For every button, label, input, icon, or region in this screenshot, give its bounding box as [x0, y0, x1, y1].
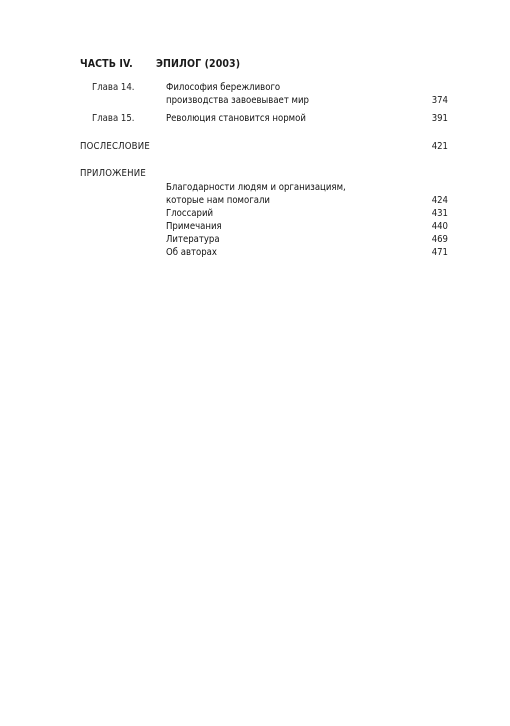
- appendix-item-line: Благодарности людям и организациям,: [166, 182, 346, 193]
- appendix-item-line: Об авторах: [166, 247, 217, 258]
- part-label: ЧАСТЬ IV.: [80, 58, 133, 70]
- chapter-title-line: производства завоевывает мир: [166, 95, 309, 106]
- chapter-page-number: 391: [431, 113, 448, 124]
- chapter-label: Глава 14.: [92, 82, 135, 93]
- part-title: ЭПИЛОГ (2003): [156, 58, 241, 70]
- appendix-page-number: 469: [431, 234, 448, 245]
- chapter-page-number: 374: [431, 95, 448, 106]
- appendix-item-line: Примечания: [166, 221, 222, 232]
- appendix-page-number: 440: [431, 221, 448, 232]
- appendix-item-line: которые нам помогали: [166, 195, 270, 206]
- chapter-title-line: Революция становится нормой: [166, 113, 306, 124]
- appendix-item-line: Литература: [166, 234, 220, 245]
- afterword-page-number: 421: [431, 141, 448, 152]
- appendix-page-number: 424: [431, 195, 448, 206]
- appendix-page-number: 471: [431, 247, 448, 258]
- appendix-page-number: 431: [431, 208, 448, 219]
- chapter-title-line: Философия бережливого: [166, 82, 281, 93]
- appendix-item-line: Глоссарий: [166, 208, 214, 219]
- appendix-title: ПРИЛОЖЕНИЕ: [80, 168, 146, 179]
- afterword-title: ПОСЛЕСЛОВИЕ: [80, 141, 150, 152]
- chapter-label: Глава 15.: [92, 113, 135, 124]
